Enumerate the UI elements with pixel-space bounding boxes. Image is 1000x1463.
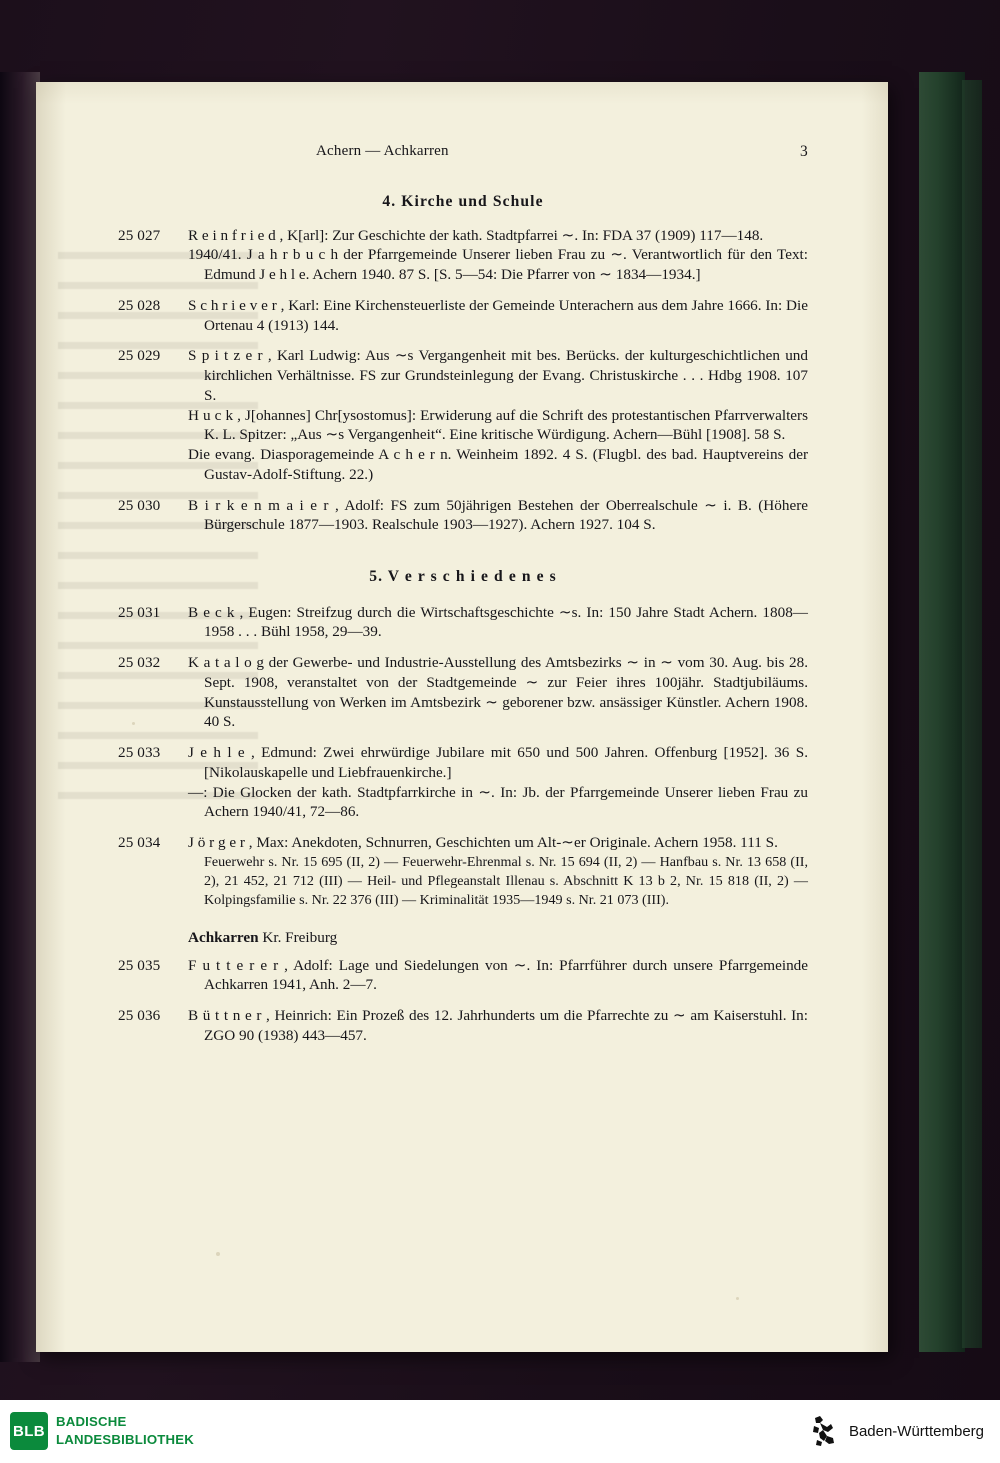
entry-line: B ü t t n e r , Heinrich: Ein Prozeß des 12. Jahrhunderts um die Pfarrechte zu ∼ am Kaiserstuhl. In: ZGO 90 (1938) 443—457. — [188, 1007, 808, 1044]
bibliography-entry — [118, 496, 808, 536]
place-heading — [188, 930, 808, 945]
entry-line: K a t a l o g der Gewerbe- und Industrie-Ausstellung des Amtsbezirks ∼ in ∼ vom 30. Aug. bis 28. Sept. 1908, veranstaltet von der Stadtgemeinde ∼ zur Feier ihres 100jähr. Stadtjubiläums. Kunstausstellung von Werken im Amtsbezirk ∼ geborener bzw. ansässiger Künstler. Achern 1908. 40 S. — [188, 654, 808, 731]
state-branding — [809, 1414, 984, 1448]
book-cover-edge-inner — [962, 80, 982, 1348]
entry-line: Die evang. Diasporagemeinde A c h e r n. Weinheim 1892. 4 S. (Flugbl. des bad. Hauptvereins der Gustav-Adolf-Stiftung. 22.) — [188, 446, 808, 483]
book-cover-edge — [919, 72, 965, 1352]
footer-bar — [0, 1400, 1000, 1463]
paper-speck — [216, 1252, 220, 1256]
bibliography-entry — [118, 1006, 808, 1046]
entry-number: 25 030 — [118, 496, 161, 514]
library-name — [56, 1413, 194, 1449]
entry-line: 1940/41. J a h r b u c h der Pfarrgemeinde Unserer lieben Frau zu ∼. Verantwortlich für den Text: Edmund J e h l e. Achern 1940. 87 S. [S. 5—54: Die Pfarrer von ∼ 1834—1934.] — [188, 246, 808, 284]
book-gutter-shadow — [0, 72, 40, 1362]
bibliography-entry — [118, 833, 808, 910]
library-name-line1: BADISCHE — [56, 1414, 127, 1429]
entry-line: J ö r g e r , Max: Anekdoten, Schnurren, Geschichten um Alt-∼er Originale. Achern 1958. 111 S. — [188, 834, 778, 852]
bibliography-entry — [118, 226, 808, 285]
entry-line: S p i t z e r , Karl Ludwig: Aus ∼s Vergangenheit mit bes. Berücks. der kulturgeschichtlichen und kirchlichen Verhältnisse. FS zur Grundsteinlegung der Evang. Christuskirche . . . Hdbg 1908. 107 S. — [188, 347, 808, 404]
bibliography-entry — [118, 956, 808, 996]
entry-line: B e c k , Eugen: Streifzug durch die Wirtschaftsgeschichte ∼s. In: 150 Jahre Stadt Achern. 1808—1958 . . . Bühl 1958, 29—39. — [188, 603, 808, 641]
bibliography-entry — [118, 603, 808, 643]
section-heading-4: 4. Kirche und Schule — [382, 193, 544, 210]
entry-line: —: Die Glocken der kath. Stadtpfarrkirche in ∼. In: Jb. der Pfarrgemeinde Unserer lieben Frau zu Achern 1940/41, 72—86. — [188, 783, 808, 821]
library-name-line2: LANDESBIBLIOTHEK — [56, 1431, 195, 1447]
place-district: Kr. Freiburg — [262, 929, 338, 947]
section-heading-5: 5. V e r s c h i e d e n e s — [369, 568, 557, 586]
entry-number: 25 035 — [118, 956, 161, 974]
bibliography-entry — [118, 296, 808, 336]
entry-number: 25 027 — [118, 226, 161, 244]
entry-line: R e i n f r i e d , K[arl]: Zur Geschichte der kath. Stadtpfarrei ∼. In: FDA 37 (1909) 117—148. — [188, 226, 764, 244]
page-number: 3 — [800, 143, 808, 160]
place-name: Achkarren — [188, 929, 259, 947]
entry-line: H u c k , J[ohannes] Chr[ysostomus]: Erwiderung auf die Schrift des protestantischen Pfarrverwalters K. L. Spitzer: „Aus ∼s Vergangenheit“. Eine kritische Würdigung. Achern—Bühl [1908]. 58 S. — [188, 406, 808, 444]
state-label: Baden-Württemberg — [848, 1422, 984, 1440]
entry-number: 25 029 — [118, 347, 161, 365]
cross-reference-note: Feuerwehr s. Nr. 15 695 (II, 2) — Feuerwehr-Ehrenmal s. Nr. 15 694 (II, 2) — Hanfbau s. Nr. 13 658 (II, 2), 21 452, 21 712 (III) — Heil- und Pflegeanstalt Illenau s. Abschnitt K 13 b 2, Nr. 15 818 (II, 2) — Kolpingsfamilie s. Nr. 22 376 (III) — Kriminalität 1935—1949 s. Nr. 21 073 (III). — [204, 853, 808, 909]
entry-line: B i r k e n m a i e r , Adolf: FS zum 50jährigen Bestehen der Oberrealschule ∼ i. B. (Höhere Bürgerschule 1877—1903. Realschule 1903—1927). Achern 1927. 104 S. — [188, 496, 808, 534]
bibliography-entry — [118, 653, 808, 732]
entry-line: J e h l e , Edmund: Zwei ehrwürdige Jubilare mit 650 und 500 Jahren. Offenburg [1952]. 36 S. [Nikolauskapelle und Liebfrauenkirche.] — [188, 744, 808, 781]
entry-number: 25 032 — [118, 654, 161, 672]
scanned-page — [36, 82, 888, 1352]
griffin-crest-icon — [809, 1414, 839, 1448]
page-paper — [36, 82, 888, 1352]
entry-number: 25 034 — [118, 834, 161, 852]
entry-line: S c h r i e v e r , Karl: Eine Kirchensteuerliste der Gemeinde Unterachern aus dem Jahre 1666. In: Die Ortenau 4 (1913) 144. — [188, 296, 808, 334]
blb-logo[interactable]: BLB — [10, 1412, 48, 1450]
page-content — [118, 144, 808, 1057]
entry-number: 25 031 — [118, 603, 161, 621]
entry-number: 25 033 — [118, 744, 161, 762]
running-head-title: Achern — Achkarren — [316, 143, 449, 159]
entry-line: F u t t e r e r , Adolf: Lage und Siedelungen von ∼. In: Pfarrführer durch unsere Pfarrgemeinde Achkarren 1941, Anh. 2—7. — [188, 956, 808, 994]
paper-speck — [736, 1297, 739, 1300]
running-head — [118, 144, 808, 170]
entry-number: 25 028 — [118, 296, 161, 314]
entry-number: 25 036 — [118, 1007, 161, 1025]
bibliography-entry — [118, 743, 808, 822]
bibliography-entry — [118, 346, 808, 484]
